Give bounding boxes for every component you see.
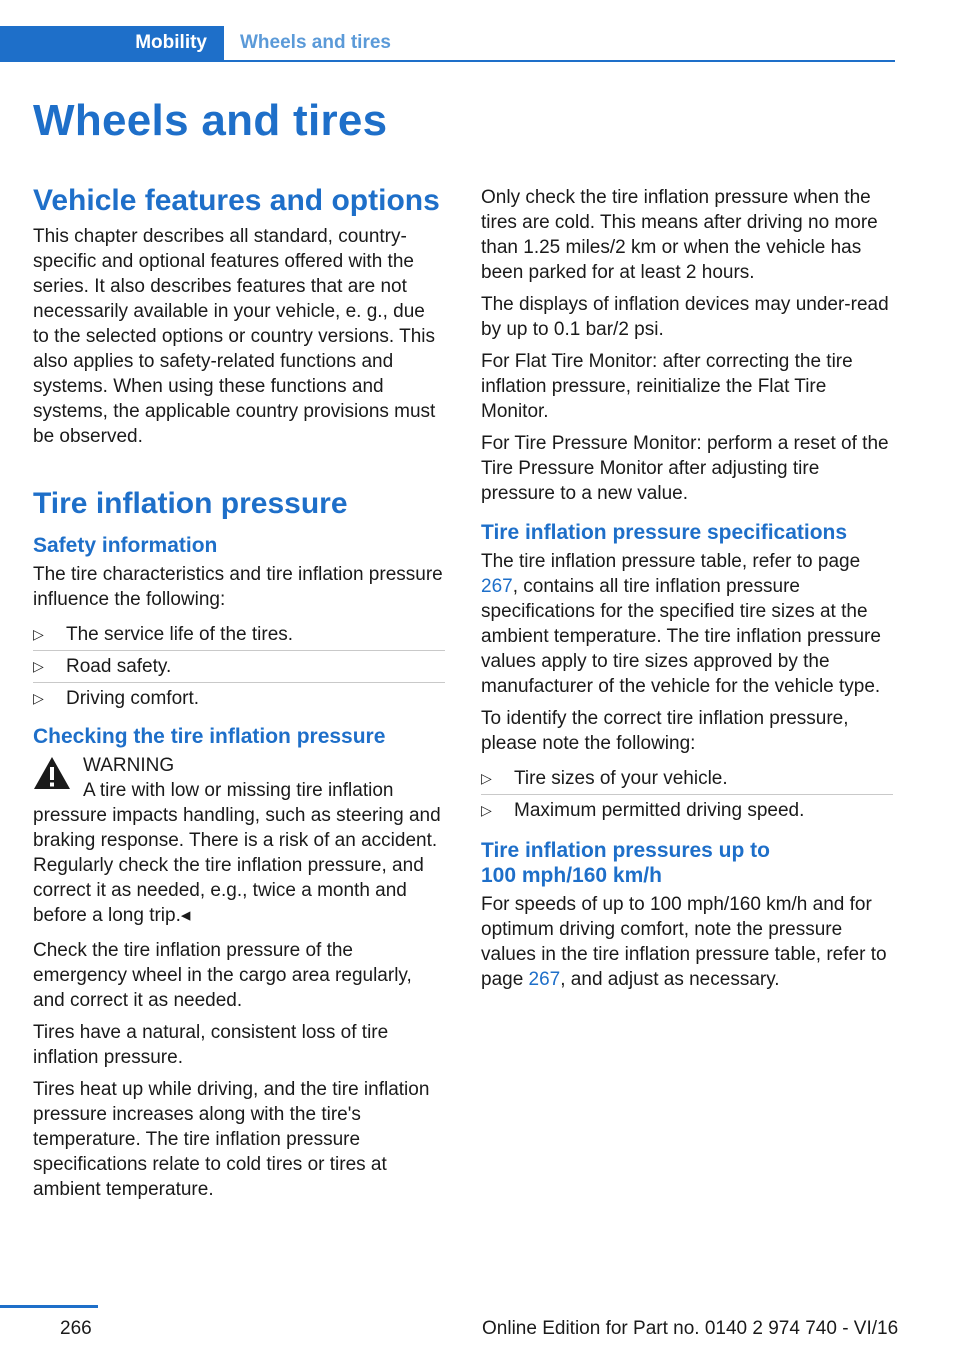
triangle-bullet-icon: ▷ xyxy=(481,770,492,786)
page-link[interactable]: 267 xyxy=(528,969,561,990)
identify-bullet-list xyxy=(481,763,893,826)
paragraph-cold-tires: Only check the tire inflation pressure when the tires are cold. This means after driving no more than 1.25 miles/2 km or when the vehicle has been parked for at least 2 hours. xyxy=(481,187,878,283)
safety-bullet-list xyxy=(33,619,445,714)
heading-pressure-specifications: Tire inflation pressure specifications xyxy=(481,521,848,544)
footer-accent-bar xyxy=(0,1305,98,1308)
paragraph-tire-pressure-monitor: For Tire Pressure Monitor: perform a reset of the Tire Pressure Monitor after adjusting tire pressure to a new value. xyxy=(481,433,889,504)
header-bar xyxy=(0,26,895,62)
list-item: ▷ Maximum permitted driving speed. xyxy=(481,800,805,821)
triangle-bullet-icon: ▷ xyxy=(33,690,44,706)
edition-text: Online Edition for Part no. 0140 2 974 740 - VI/16 xyxy=(482,1318,899,1339)
warning-label: WARNING xyxy=(83,755,175,776)
warning-text: pressure impacts handling, such as steering and braking response. There is a risk of an accident. Regularly check the tire inflation pressure, and correct it as needed, e.g., twice a month and before a long trip.◂ xyxy=(33,805,441,926)
triangle-bullet-icon: ▷ xyxy=(33,626,44,642)
paragraph-displays: The displays of inflation devices may under-read by up to 0.1 bar/2 psi. xyxy=(481,294,889,340)
triangle-bullet-icon: ▷ xyxy=(481,802,492,818)
paragraph-heat: Tires heat up while driving, and the tire inflation pressure increases along with the tire's temperature. The tire inflation pressure specifications relate to cold tires or tires at ambient temperature. xyxy=(33,1079,430,1200)
list-item: ▷ The service life of the tires. xyxy=(33,619,445,651)
heading-tire-inflation-pressure: Tire inflation pressure xyxy=(33,487,348,520)
paragraph-emergency-wheel: Check the tire inflation pressure of the emergency wheel in the cargo area regularly, and correct it as needed. xyxy=(33,940,412,1011)
left-column xyxy=(33,182,445,1209)
heading-vehicle-features: Vehicle features and options xyxy=(33,184,440,217)
warning-triangle-icon xyxy=(33,755,71,791)
heading-pressures-up-to: Tire inflation pressures up to 100 mph/160 km/h xyxy=(481,839,770,887)
section-tab-mobility[interactable]: Mobility xyxy=(0,26,224,60)
list-item: ▷ Road safety. xyxy=(33,651,445,683)
list-item: ▷ Driving comfort. xyxy=(33,688,200,709)
paragraph-identify: To identify the correct tire inflation pressure, please note the following: xyxy=(481,708,849,754)
list-item: ▷ Tire sizes of your vehicle. xyxy=(481,763,893,795)
heading-checking-pressure: Checking the tire inflation pressure xyxy=(33,725,386,748)
right-column xyxy=(481,185,893,999)
page-link[interactable]: 267 xyxy=(481,576,513,597)
section-tab-wheels-and-tires[interactable]: Wheels and tires xyxy=(240,32,391,53)
heading-safety-information: Safety information xyxy=(33,534,218,557)
warning-block xyxy=(33,753,445,928)
paragraph-safety: The tire characteristics and tire inflation pressure influence the following: xyxy=(33,564,443,610)
paragraph-specifications: The tire inflation pressure table, refer to page 267, contains all tire inflation pressure specifications for the specified tire sizes at the ambient temperature. The tire inflation pressure values apply to tire sizes approved by the manufacturer of the vehicle for the vehicle type. xyxy=(481,551,881,697)
page-title: Wheels and tires xyxy=(33,96,388,145)
page-number: 266 xyxy=(60,1318,92,1339)
paragraph-up-to-speed: For speeds of up to 100 mph/160 km/h and for optimum driving comfort, note the pressure values in the tire inflation pressure table, refer to page 267, and adjust as necessary. xyxy=(481,894,887,990)
paragraph-pressure-loss: Tires have a natural, consistent loss of tire inflation pressure. xyxy=(33,1022,389,1068)
warning-first-line: A tire with low or missing tire inflation xyxy=(83,780,394,801)
triangle-bullet-icon: ▷ xyxy=(33,658,44,674)
header-divider xyxy=(0,60,895,62)
paragraph-features: This chapter describes all standard, country-specific and optional features offered with the series. It also describes features that are not necessarily available in your vehicle, e. g., due to the selected options or country versions. This also applies to safety-related functions and systems. When using these functions and systems, the applicable country provisions must be observed. xyxy=(33,226,436,447)
paragraph-flat-tire-monitor: For Flat Tire Monitor: after correcting the tire inflation pressure, reinitialize the Flat Tire Monitor. xyxy=(481,351,853,422)
